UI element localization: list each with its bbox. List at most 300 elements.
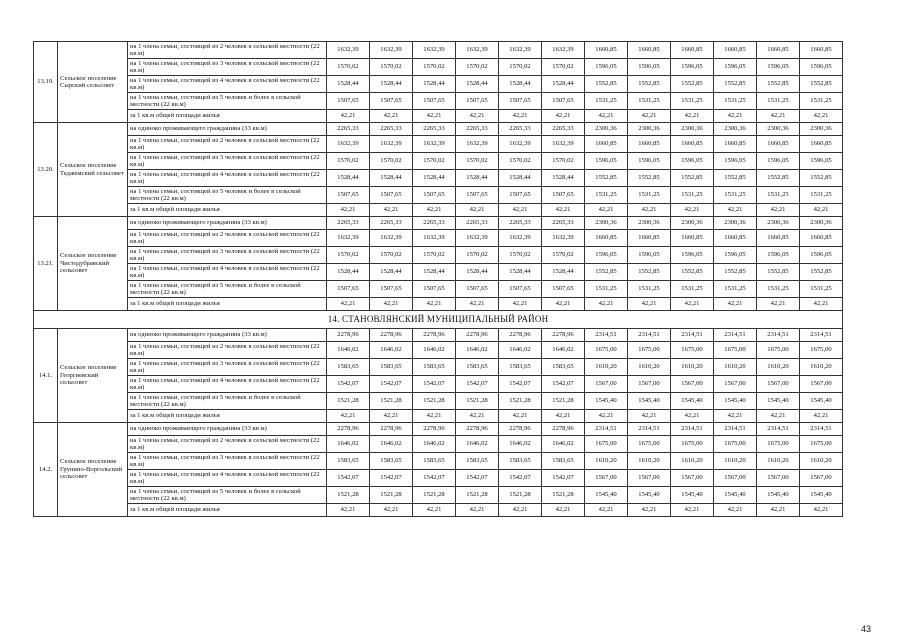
rate-value-cell: 42,21 <box>327 410 370 423</box>
rate-value-cell: 42,21 <box>800 504 843 517</box>
rate-value-cell: 42,21 <box>757 204 800 217</box>
rate-value-cell: 1542,07 <box>456 470 499 487</box>
table-row <box>34 264 843 281</box>
rate-value-cell: 1610,20 <box>800 453 843 470</box>
rate-value-cell: 1632,39 <box>370 42 413 59</box>
rate-value-cell: 1521,28 <box>370 393 413 410</box>
rate-value-cell: 1528,44 <box>542 170 585 187</box>
rate-value-cell: 1632,39 <box>327 230 370 247</box>
rate-value-cell: 42,21 <box>671 504 714 517</box>
category-description: на 1 члена семьи, состоящей из 2 человек в сельской местности (22 кв.м) <box>128 436 327 453</box>
rate-value-cell: 1542,07 <box>327 470 370 487</box>
rate-value-cell: 1545,40 <box>671 393 714 410</box>
rate-value-cell: 1542,07 <box>327 376 370 393</box>
row-index: 13.19. <box>34 42 58 123</box>
category-description: на 1 члена семьи, состоящей из 2 человек в сельской местности (22 кв.м) <box>128 42 327 59</box>
table-row <box>34 110 843 123</box>
rate-value-cell: 2314,51 <box>714 423 757 436</box>
rate-value-cell: 1507,65 <box>327 187 370 204</box>
rate-value-cell: 1542,07 <box>413 470 456 487</box>
rate-value-cell: 1570,02 <box>327 247 370 264</box>
rate-value-cell: 2278,96 <box>542 329 585 342</box>
table-row <box>34 376 843 393</box>
rate-value-cell: 1552,85 <box>585 264 628 281</box>
rate-value-cell: 42,21 <box>671 298 714 311</box>
rate-value-cell: 2314,51 <box>585 423 628 436</box>
rate-value-cell: 42,21 <box>456 504 499 517</box>
rate-value-cell: 1531,25 <box>757 187 800 204</box>
rate-value-cell: 1570,02 <box>413 247 456 264</box>
rate-value-cell: 1660,85 <box>714 136 757 153</box>
rate-value-cell: 1632,39 <box>413 136 456 153</box>
rate-value-cell: 2278,96 <box>456 329 499 342</box>
rate-value-cell: 42,21 <box>327 504 370 517</box>
rate-value-cell: 1632,39 <box>542 230 585 247</box>
rate-value-cell: 42,21 <box>499 410 542 423</box>
rate-value-cell: 2265,33 <box>327 123 370 136</box>
category-description: за 1 кв.м общей площади жилья <box>128 110 327 123</box>
rate-value-cell: 1567,00 <box>628 376 671 393</box>
rate-value-cell: 1567,00 <box>585 470 628 487</box>
rate-value-cell: 1583,65 <box>456 453 499 470</box>
rate-value-cell: 1552,85 <box>628 170 671 187</box>
table-row <box>34 93 843 110</box>
rate-value-cell: 1570,02 <box>542 247 585 264</box>
rate-value-cell: 2300,36 <box>585 217 628 230</box>
settlement-name: Сельское поселение Сырский сельсовет <box>58 42 128 123</box>
rate-value-cell: 1531,25 <box>800 187 843 204</box>
rate-value-cell: 1528,44 <box>499 170 542 187</box>
rate-value-cell: 1507,65 <box>499 281 542 298</box>
settlement-name: Сельское поселение Грунино-Воргольский сельсовет <box>58 423 128 517</box>
rate-value-cell: 1552,85 <box>671 76 714 93</box>
rate-value-cell: 2265,33 <box>542 217 585 230</box>
rate-value-cell: 1552,85 <box>671 170 714 187</box>
rate-value-cell: 1632,39 <box>542 136 585 153</box>
rate-value-cell: 1545,40 <box>714 393 757 410</box>
category-description: за 1 кв.м общей площади жилья <box>128 504 327 517</box>
rate-value-cell: 1521,28 <box>456 487 499 504</box>
rate-value-cell: 2314,51 <box>628 423 671 436</box>
rate-value-cell: 42,21 <box>757 298 800 311</box>
category-description: на 1 члена семьи, состоящей из 2 человек в сельской местности (22 кв.м) <box>128 342 327 359</box>
table-row <box>34 423 843 436</box>
rate-value-cell: 2300,36 <box>800 217 843 230</box>
rate-value-cell: 1570,02 <box>327 59 370 76</box>
rate-value-cell: 1632,39 <box>413 42 456 59</box>
rate-value-cell: 1528,44 <box>370 264 413 281</box>
category-description: на 1 члена семьи, состоящей из 4 человек в сельской местности (22 кв.м) <box>128 76 327 93</box>
rate-value-cell: 1542,07 <box>499 376 542 393</box>
rate-value-cell: 1542,07 <box>370 376 413 393</box>
rate-value-cell: 1660,85 <box>585 136 628 153</box>
rate-value-cell: 42,21 <box>327 204 370 217</box>
rate-value-cell: 1646,02 <box>327 436 370 453</box>
rate-value-cell: 1507,65 <box>456 187 499 204</box>
rate-value-cell: 1570,02 <box>499 247 542 264</box>
rate-value-cell: 1646,02 <box>370 342 413 359</box>
rate-value-cell: 1646,02 <box>499 342 542 359</box>
rate-value-cell: 2300,36 <box>757 123 800 136</box>
table-row <box>34 217 843 230</box>
rate-value-cell: 1632,39 <box>370 136 413 153</box>
rate-value-cell: 42,21 <box>456 298 499 311</box>
rate-value-cell: 2300,36 <box>628 217 671 230</box>
rate-value-cell: 42,21 <box>542 204 585 217</box>
rate-value-cell: 1596,05 <box>714 247 757 264</box>
rate-value-cell: 1531,25 <box>671 187 714 204</box>
rate-value-cell: 1552,85 <box>628 264 671 281</box>
rate-value-cell: 2278,96 <box>499 329 542 342</box>
rate-value-cell: 1521,28 <box>456 393 499 410</box>
table-row <box>34 187 843 204</box>
rate-value-cell: 1528,44 <box>413 170 456 187</box>
table-row <box>34 42 843 59</box>
rate-value-cell: 1596,05 <box>628 59 671 76</box>
rate-value-cell: 1610,20 <box>628 359 671 376</box>
rate-value-cell: 42,21 <box>800 298 843 311</box>
rate-value-cell: 1521,28 <box>413 487 456 504</box>
rate-value-cell: 1660,85 <box>757 136 800 153</box>
rate-value-cell: 1632,39 <box>499 136 542 153</box>
rate-value-cell: 42,21 <box>714 298 757 311</box>
rate-value-cell: 1507,65 <box>413 187 456 204</box>
category-description: на 1 члена семьи, состоящей из 2 человек в сельской местности (22 кв.м) <box>128 136 327 153</box>
table-row <box>34 393 843 410</box>
rate-value-cell: 42,21 <box>413 110 456 123</box>
rate-value-cell: 2278,96 <box>327 329 370 342</box>
rate-value-cell: 1545,40 <box>628 393 671 410</box>
category-description: на 1 члена семьи, состоящей из 5 человек и более в сельской местности (22 кв.м) <box>128 281 327 298</box>
category-description: на одиноко проживающего гражданина (33 кв.м) <box>128 329 327 342</box>
rate-value-cell: 1675,00 <box>671 342 714 359</box>
rate-value-cell: 1570,02 <box>456 59 499 76</box>
rate-value-cell: 1660,85 <box>628 230 671 247</box>
table-row <box>34 59 843 76</box>
rate-value-cell: 42,21 <box>628 504 671 517</box>
rate-value-cell: 1583,65 <box>327 453 370 470</box>
rate-value-cell: 1675,00 <box>628 342 671 359</box>
rate-value-cell: 1521,28 <box>327 487 370 504</box>
rate-value-cell: 2265,33 <box>413 123 456 136</box>
rate-value-cell: 1531,25 <box>671 93 714 110</box>
rate-value-cell: 1528,44 <box>542 264 585 281</box>
rate-value-cell: 1675,00 <box>714 342 757 359</box>
rate-value-cell: 1583,65 <box>499 359 542 376</box>
rate-value-cell: 2300,36 <box>714 123 757 136</box>
rate-value-cell: 1545,40 <box>757 487 800 504</box>
rate-value-cell: 1552,85 <box>800 264 843 281</box>
rate-value-cell: 1521,28 <box>499 487 542 504</box>
table-row <box>34 453 843 470</box>
rate-value-cell: 1542,07 <box>370 470 413 487</box>
rate-value-cell: 1552,85 <box>800 76 843 93</box>
rate-value-cell: 1583,65 <box>499 453 542 470</box>
rate-value-cell: 1552,85 <box>714 76 757 93</box>
rate-value-cell: 1675,00 <box>714 436 757 453</box>
rate-value-cell: 2314,51 <box>714 329 757 342</box>
rate-value-cell: 2300,36 <box>714 217 757 230</box>
table-row <box>34 487 843 504</box>
rate-value-cell: 42,21 <box>456 110 499 123</box>
rate-value-cell: 1660,85 <box>671 230 714 247</box>
rate-value-cell: 42,21 <box>800 204 843 217</box>
rate-value-cell: 2278,96 <box>370 329 413 342</box>
rate-value-cell: 1632,39 <box>456 42 499 59</box>
rate-value-cell: 1528,44 <box>327 170 370 187</box>
rate-value-cell: 2314,51 <box>628 329 671 342</box>
table-row <box>34 247 843 264</box>
rate-value-cell: 2265,33 <box>370 123 413 136</box>
rate-value-cell: 42,21 <box>327 298 370 311</box>
category-description: на 1 члена семьи, состоящей из 4 человек в сельской местности (22 кв.м) <box>128 264 327 281</box>
rate-value-cell: 1632,39 <box>456 136 499 153</box>
rate-value-cell: 1507,65 <box>327 281 370 298</box>
rate-value-cell: 1507,65 <box>370 187 413 204</box>
rate-value-cell: 42,21 <box>671 204 714 217</box>
rate-value-cell: 1583,65 <box>327 359 370 376</box>
category-description: на 1 члена семьи, состоящей из 4 человек в сельской местности (22 кв.м) <box>128 170 327 187</box>
rate-value-cell: 2314,51 <box>757 329 800 342</box>
rate-value-cell: 1583,65 <box>370 453 413 470</box>
rate-value-cell: 1570,02 <box>499 153 542 170</box>
category-description: на 1 члена семьи, состоящей из 5 человек и более в сельской местности (22 кв.м) <box>128 487 327 504</box>
table-row <box>34 204 843 217</box>
rate-value-cell: 42,21 <box>714 410 757 423</box>
table-row <box>34 136 843 153</box>
rate-value-cell: 1646,02 <box>542 342 585 359</box>
rate-value-cell: 42,21 <box>370 110 413 123</box>
rate-value-cell: 2314,51 <box>800 329 843 342</box>
rate-value-cell: 1521,28 <box>542 487 585 504</box>
rate-value-cell: 1507,65 <box>499 93 542 110</box>
rate-value-cell: 1610,20 <box>714 359 757 376</box>
settlement-name: Сельское поселение Георгиевский сельсовет <box>58 329 128 423</box>
rate-value-cell: 2314,51 <box>757 423 800 436</box>
rate-value-cell: 1552,85 <box>757 170 800 187</box>
table-row <box>34 281 843 298</box>
rate-value-cell: 1660,85 <box>585 230 628 247</box>
rate-value-cell: 1531,25 <box>714 281 757 298</box>
rate-value-cell: 1596,05 <box>714 59 757 76</box>
page-number: 43 <box>860 624 871 634</box>
category-description: за 1 кв.м общей площади жилья <box>128 410 327 423</box>
rate-value-cell: 42,21 <box>714 504 757 517</box>
rate-value-cell: 1675,00 <box>585 436 628 453</box>
rate-value-cell: 1552,85 <box>800 170 843 187</box>
rate-value-cell: 1531,25 <box>800 93 843 110</box>
rate-value-cell: 42,21 <box>628 110 671 123</box>
category-description: на 1 члена семьи, состоящей из 3 человек в сельской местности (22 кв.м) <box>128 153 327 170</box>
category-description: на 1 члена семьи, состоящей из 2 человек в сельской местности (22 кв.м) <box>128 230 327 247</box>
rate-value-cell: 2265,33 <box>327 217 370 230</box>
rate-value-cell: 1596,05 <box>800 59 843 76</box>
rate-value-cell: 1567,00 <box>800 470 843 487</box>
rate-value-cell: 2300,36 <box>628 123 671 136</box>
rate-value-cell: 42,21 <box>456 410 499 423</box>
rate-value-cell: 1545,40 <box>585 487 628 504</box>
rate-value-cell: 2265,33 <box>499 123 542 136</box>
rate-value-cell: 1521,28 <box>327 393 370 410</box>
rate-value-cell: 1567,00 <box>628 470 671 487</box>
rate-value-cell: 1610,20 <box>757 359 800 376</box>
rate-value-cell: 2300,36 <box>671 217 714 230</box>
rate-value-cell: 1531,25 <box>585 281 628 298</box>
table-row <box>34 436 843 453</box>
rate-value-cell: 1675,00 <box>628 436 671 453</box>
rate-value-cell: 1570,02 <box>499 59 542 76</box>
rate-value-cell: 1596,05 <box>671 59 714 76</box>
table-row <box>34 329 843 342</box>
rate-value-cell: 2300,36 <box>800 123 843 136</box>
rate-value-cell: 1542,07 <box>499 470 542 487</box>
rate-value-cell: 42,21 <box>499 204 542 217</box>
rate-value-cell: 42,21 <box>499 110 542 123</box>
rate-value-cell: 1660,85 <box>757 42 800 59</box>
rate-value-cell: 2314,51 <box>585 329 628 342</box>
rate-value-cell: 42,21 <box>499 298 542 311</box>
category-description: на 1 члена семьи, состоящей из 5 человек и более в сельской местности (22 кв.м) <box>128 93 327 110</box>
rate-value-cell: 1570,02 <box>370 59 413 76</box>
rate-value-cell: 42,21 <box>585 298 628 311</box>
rate-value-cell: 1660,85 <box>628 42 671 59</box>
rate-value-cell: 1531,25 <box>628 281 671 298</box>
rate-value-cell: 1646,02 <box>456 436 499 453</box>
rate-value-cell: 1646,02 <box>413 342 456 359</box>
rate-value-cell: 1596,05 <box>671 153 714 170</box>
rate-value-cell: 2278,96 <box>499 423 542 436</box>
table-row <box>34 298 843 311</box>
rate-value-cell: 42,21 <box>714 110 757 123</box>
rate-value-cell: 1507,65 <box>542 187 585 204</box>
rate-value-cell: 1531,25 <box>628 93 671 110</box>
rate-value-cell: 1507,65 <box>542 93 585 110</box>
rate-value-cell: 2265,33 <box>542 123 585 136</box>
rate-value-cell: 42,21 <box>585 410 628 423</box>
rate-value-cell: 1552,85 <box>714 264 757 281</box>
category-description: на 1 члена семьи, состоящей из 3 человек в сельской местности (22 кв.м) <box>128 359 327 376</box>
rate-value-cell: 1596,05 <box>585 153 628 170</box>
category-description: на одиноко проживающего гражданина (33 кв.м) <box>128 123 327 136</box>
rate-value-cell: 1552,85 <box>585 170 628 187</box>
rate-value-cell: 1646,02 <box>456 342 499 359</box>
rate-value-cell: 1570,02 <box>413 153 456 170</box>
rate-value-cell: 1675,00 <box>671 436 714 453</box>
rate-value-cell: 1660,85 <box>714 42 757 59</box>
rate-value-cell: 1646,02 <box>327 342 370 359</box>
rate-value-cell: 1610,20 <box>671 453 714 470</box>
rate-value-cell: 2265,33 <box>370 217 413 230</box>
table-row <box>34 123 843 136</box>
section-title: 14. СТАНОВЛЯНСКИЙ МУНИЦИПАЛЬНЫЙ РАЙОН <box>34 311 843 329</box>
rate-value-cell: 1531,25 <box>800 281 843 298</box>
rate-value-cell: 1507,65 <box>413 281 456 298</box>
rate-value-cell: 1596,05 <box>628 247 671 264</box>
rate-value-cell: 1507,65 <box>456 93 499 110</box>
rate-value-cell: 1542,07 <box>456 376 499 393</box>
rate-value-cell: 1583,65 <box>413 359 456 376</box>
rate-value-cell: 42,21 <box>757 110 800 123</box>
rate-value-cell: 1507,65 <box>499 187 542 204</box>
category-description: на 1 члена семьи, состоящей из 4 человек в сельской местности (22 кв.м) <box>128 376 327 393</box>
section-header-row <box>34 311 843 329</box>
category-description: на 1 члена семьи, состоящей из 5 человек и более в сельской местности (22 кв.м) <box>128 187 327 204</box>
rate-value-cell: 1583,65 <box>370 359 413 376</box>
rate-value-cell: 1528,44 <box>413 264 456 281</box>
rate-value-cell: 1545,40 <box>671 487 714 504</box>
rate-value-cell: 2278,96 <box>327 423 370 436</box>
rate-value-cell: 1632,39 <box>413 230 456 247</box>
rate-value-cell: 1660,85 <box>628 136 671 153</box>
table-row <box>34 504 843 517</box>
rate-value-cell: 1531,25 <box>585 187 628 204</box>
table-row <box>34 170 843 187</box>
table-row <box>34 470 843 487</box>
category-description: на 1 члена семьи, состоящей из 3 человек в сельской местности (22 кв.м) <box>128 247 327 264</box>
table-row <box>34 342 843 359</box>
category-description: на 1 члена семьи, состоящей из 5 человек и более в сельской местности (22 кв.м) <box>128 393 327 410</box>
rate-value-cell: 1570,02 <box>542 153 585 170</box>
rate-value-cell: 1528,44 <box>499 264 542 281</box>
rate-value-cell: 1531,25 <box>671 281 714 298</box>
table-row <box>34 410 843 423</box>
rate-value-cell: 1646,02 <box>542 436 585 453</box>
rate-value-cell: 2300,36 <box>671 123 714 136</box>
rate-value-cell: 1583,65 <box>413 453 456 470</box>
rate-value-cell: 1567,00 <box>671 470 714 487</box>
rate-value-cell: 1567,00 <box>714 470 757 487</box>
rate-value-cell: 1596,05 <box>800 153 843 170</box>
rate-value-cell: 1570,02 <box>327 153 370 170</box>
rate-value-cell: 1552,85 <box>671 264 714 281</box>
rate-value-cell: 1632,39 <box>542 42 585 59</box>
rate-value-cell: 1675,00 <box>757 436 800 453</box>
rate-value-cell: 1552,85 <box>714 170 757 187</box>
rate-value-cell: 1507,65 <box>370 281 413 298</box>
rate-value-cell: 1660,85 <box>800 230 843 247</box>
rate-value-cell: 1552,85 <box>628 76 671 93</box>
rate-value-cell: 2314,51 <box>671 329 714 342</box>
rate-value-cell: 1583,65 <box>456 359 499 376</box>
category-description: на одиноко проживающего гражданина (33 кв.м) <box>128 217 327 230</box>
rate-value-cell: 1596,05 <box>714 153 757 170</box>
row-index: 14.1. <box>34 329 58 423</box>
row-index: 13.21. <box>34 217 58 311</box>
tariff-table <box>33 41 843 517</box>
rate-value-cell: 42,21 <box>628 410 671 423</box>
rate-value-cell: 42,21 <box>671 410 714 423</box>
rate-value-cell: 1521,28 <box>413 393 456 410</box>
rate-value-cell: 2278,96 <box>413 423 456 436</box>
rate-value-cell: 1632,39 <box>499 42 542 59</box>
rate-value-cell: 1531,25 <box>714 187 757 204</box>
rate-value-cell: 2278,96 <box>456 423 499 436</box>
rate-value-cell: 42,21 <box>456 204 499 217</box>
rate-value-cell: 1521,28 <box>542 393 585 410</box>
rate-value-cell: 42,21 <box>413 504 456 517</box>
rate-value-cell: 1567,00 <box>800 376 843 393</box>
rate-value-cell: 1528,44 <box>327 264 370 281</box>
rate-value-cell: 1570,02 <box>542 59 585 76</box>
rate-value-cell: 1567,00 <box>714 376 757 393</box>
rate-value-cell: 2314,51 <box>800 423 843 436</box>
rate-value-cell: 42,21 <box>370 204 413 217</box>
rate-value-cell: 42,21 <box>370 298 413 311</box>
table-row <box>34 230 843 247</box>
rate-value-cell: 1528,44 <box>413 76 456 93</box>
rate-value-cell: 1570,02 <box>370 247 413 264</box>
rate-value-cell: 2300,36 <box>585 123 628 136</box>
